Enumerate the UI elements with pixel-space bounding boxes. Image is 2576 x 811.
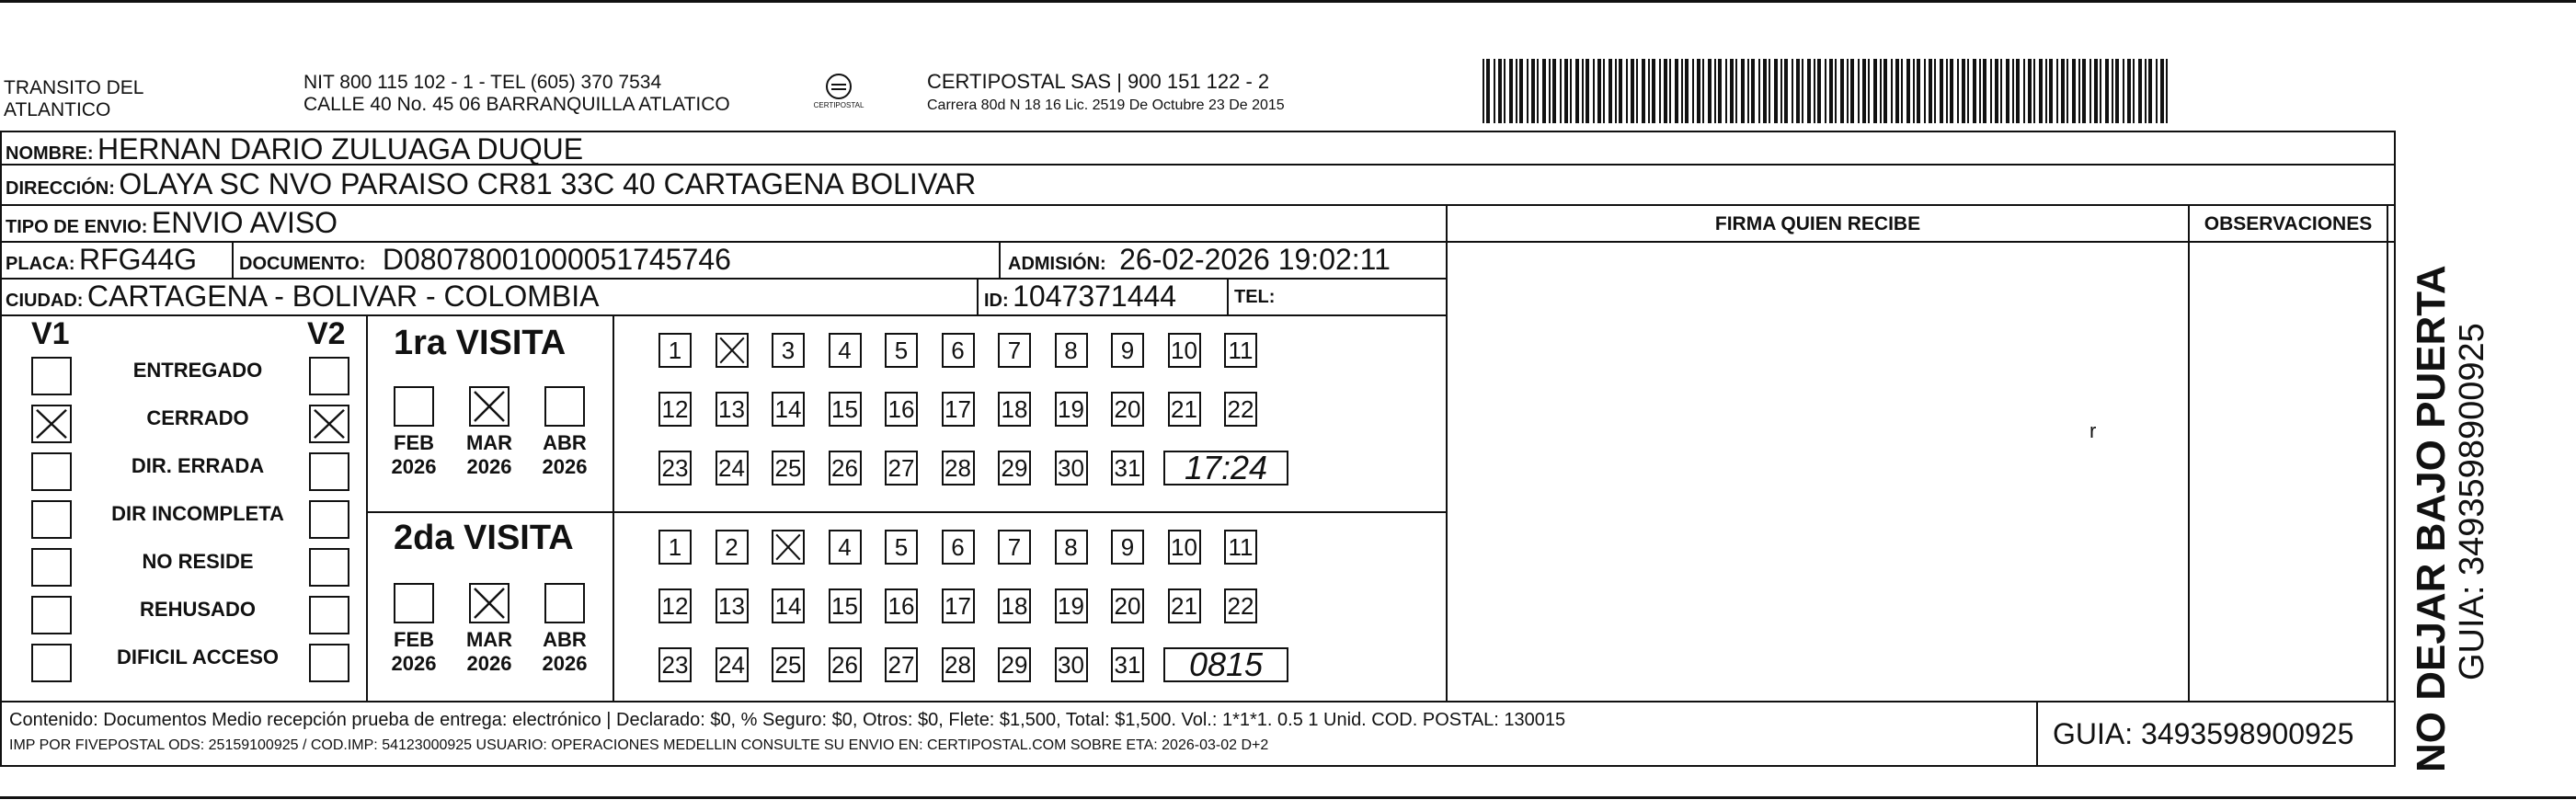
status-label: DIR INCOMPLETA bbox=[111, 502, 284, 525]
barcode-bar bbox=[2006, 59, 2009, 123]
company-line: CERTIPOSTAL SAS | 900 151 122 - 2 bbox=[927, 70, 1270, 93]
barcode-bar bbox=[1593, 59, 1595, 123]
barcode-bar bbox=[1940, 59, 1943, 123]
barcode-bar bbox=[2028, 59, 2032, 123]
barcode-bar bbox=[1609, 59, 1612, 123]
barcode-bar bbox=[1669, 59, 1671, 123]
firma-header: FIRMA QUIEN RECIBE bbox=[1714, 213, 1921, 234]
barcode-bar bbox=[2082, 59, 2086, 123]
col-line bbox=[977, 278, 979, 314]
v2-checkbox[interactable] bbox=[309, 548, 349, 587]
barcode-bar bbox=[1575, 59, 1579, 123]
bottom-line bbox=[0, 765, 2396, 767]
barcode-bar bbox=[1537, 59, 1539, 123]
month-label: ABR bbox=[543, 628, 587, 651]
status-label: DIFICIL ACCESO bbox=[116, 645, 279, 668]
barcode-bar bbox=[1995, 59, 1998, 123]
day-box[interactable]: 21 bbox=[1168, 392, 1201, 427]
day-box[interactable]: 27 bbox=[885, 647, 918, 682]
barcode-bar bbox=[2105, 59, 2109, 123]
day-box[interactable]: 22 bbox=[1224, 392, 1257, 427]
year-label: 2026 bbox=[466, 455, 512, 478]
month-checkbox[interactable] bbox=[394, 386, 434, 427]
col-line bbox=[613, 314, 614, 701]
documento-label: DOCUMENTO: bbox=[239, 254, 366, 274]
certipostal-logo bbox=[809, 70, 868, 116]
col-line bbox=[232, 241, 234, 278]
barcode-bar bbox=[2039, 59, 2043, 123]
logo-text: CERTIPOSTAL bbox=[813, 101, 864, 109]
barcode-bar bbox=[1946, 59, 1948, 123]
placa-value: RFG44G bbox=[79, 243, 198, 276]
day-box[interactable]: 7 bbox=[998, 530, 1031, 565]
day-box[interactable]: 1 bbox=[658, 333, 692, 368]
barcode-bar bbox=[2016, 59, 2020, 123]
day-box[interactable]: 28 bbox=[942, 647, 975, 682]
v2-checkbox[interactable] bbox=[309, 500, 349, 539]
barcode-bar bbox=[1718, 59, 1722, 123]
v1-checkbox[interactable] bbox=[31, 452, 72, 491]
barcode-bar bbox=[1835, 59, 1837, 123]
placa-row bbox=[6, 243, 197, 277]
barcode-bar bbox=[1615, 59, 1617, 123]
footer-line-2: IMP POR FIVEPOSTAL ODS: 25159100925 / COD.IMP: 54123000925 USUARIO: OPERACIONES MEDELLIN CONSULTE SU ENVIO EN: CERTIPOSTAL.COM SOBRE ETA: 2026-03-02 D+2 bbox=[9, 737, 1269, 753]
barcode-bar bbox=[1990, 59, 1992, 123]
day-box[interactable]: 31 bbox=[1111, 647, 1144, 682]
day-box[interactable]: 5 bbox=[885, 530, 918, 565]
barcode-bar bbox=[1796, 59, 1800, 123]
barcode-bar bbox=[1516, 59, 1517, 123]
barcode-bar bbox=[2094, 59, 2098, 123]
barcode-bar bbox=[1597, 59, 1601, 123]
day-box[interactable]: 22 bbox=[1224, 588, 1257, 623]
time-box[interactable]: 0815 bbox=[1163, 647, 1288, 682]
v1-header: V1 bbox=[31, 316, 70, 351]
v2-checkbox[interactable] bbox=[309, 405, 349, 443]
id-label: ID: bbox=[984, 291, 1009, 311]
observaciones-header: OBSERVACIONES bbox=[2204, 213, 2373, 234]
barcode-bar bbox=[1519, 59, 1523, 123]
barcode-bar bbox=[1850, 59, 1854, 123]
barcode-bar bbox=[1862, 59, 1866, 123]
day-box[interactable]: 5 bbox=[885, 333, 918, 368]
nombre-label: NOMBRE: bbox=[6, 143, 94, 164]
barcode-bar bbox=[1807, 59, 1811, 123]
col-line bbox=[999, 241, 1001, 278]
tipo-value: ENVIO AVISO bbox=[151, 206, 338, 239]
barcode-bar bbox=[1527, 59, 1528, 123]
barcode-bar bbox=[1652, 59, 1655, 123]
barcode-bar bbox=[1494, 59, 1495, 123]
month-checkbox[interactable] bbox=[544, 386, 585, 427]
day-box[interactable]: 10 bbox=[1168, 530, 1201, 565]
barcode-bar bbox=[1924, 59, 1926, 123]
day-box[interactable]: 3 bbox=[772, 333, 805, 368]
documento-row bbox=[239, 243, 731, 277]
barcode-bar bbox=[1619, 59, 1622, 123]
day-box[interactable]: 11 bbox=[1224, 333, 1257, 368]
company-addr: Carrera 80d N 18 16 Lic. 2519 De Octubre 23 De 2015 bbox=[927, 97, 1285, 113]
barcode-bar bbox=[2089, 59, 2091, 123]
org-line-2: ATLANTICO bbox=[4, 99, 111, 120]
barcode-bar bbox=[1840, 59, 1844, 123]
month-checkbox[interactable] bbox=[544, 583, 585, 623]
barcode-bar bbox=[2123, 59, 2124, 123]
barcode-bar bbox=[1486, 59, 1490, 123]
barcode-bar bbox=[1509, 59, 1513, 123]
barcode-bar bbox=[2078, 59, 2080, 123]
org-line-1: TRANSITO DEL bbox=[4, 77, 144, 98]
barcode-bar bbox=[1891, 59, 1893, 123]
day-box[interactable]: 24 bbox=[716, 451, 749, 485]
barcode-bar bbox=[1483, 59, 1484, 123]
col-line bbox=[2036, 701, 2038, 765]
day-box[interactable]: 4 bbox=[829, 530, 862, 565]
barcode-bar bbox=[1741, 59, 1745, 123]
barcode-bar bbox=[1906, 59, 1910, 123]
side-text bbox=[2410, 110, 2490, 772]
col-line bbox=[1446, 204, 1448, 701]
direccion-row bbox=[6, 167, 976, 201]
status-label: NO RESIDE bbox=[142, 550, 254, 573]
barcode-bar bbox=[2045, 59, 2047, 123]
v1-checkbox[interactable] bbox=[31, 405, 72, 443]
barcode-bar bbox=[1681, 59, 1683, 123]
barcode-bar bbox=[1552, 59, 1556, 123]
placa-label: PLACA: bbox=[6, 254, 75, 274]
day-box[interactable]: 19 bbox=[1055, 392, 1088, 427]
day-box[interactable]: 27 bbox=[885, 451, 918, 485]
barcode-bar bbox=[1817, 59, 1821, 123]
barcode-bar bbox=[1714, 59, 1716, 123]
barcode-bar bbox=[1564, 59, 1568, 123]
day-box[interactable]: 13 bbox=[716, 588, 749, 623]
status-label: ENTREGADO bbox=[132, 359, 263, 382]
day-box[interactable]: 18 bbox=[998, 588, 1031, 623]
barcode-bar bbox=[1929, 59, 1932, 123]
day-box[interactable]: 9 bbox=[1111, 333, 1144, 368]
barcode-bar bbox=[1730, 59, 1734, 123]
id-value: 1047371444 bbox=[1013, 280, 1177, 313]
barcode bbox=[1483, 59, 2172, 125]
day-box[interactable]: 24 bbox=[716, 647, 749, 682]
direccion-value: OLAYA SC NVO PARAISO CR81 33C 40 CARTAGENA BOLIVAR bbox=[119, 167, 977, 200]
day-box[interactable]: 29 bbox=[998, 451, 1031, 485]
barcode-bar bbox=[1957, 59, 1959, 123]
barcode-bar bbox=[1880, 59, 1882, 123]
barcode-bar bbox=[2033, 59, 2035, 123]
direccion-label: DIRECCIÓN: bbox=[6, 178, 115, 199]
v1-checkbox[interactable] bbox=[31, 644, 72, 682]
tel-label: TEL: bbox=[1234, 287, 1276, 307]
barcode-bar bbox=[1642, 59, 1645, 123]
org-contact bbox=[303, 72, 730, 116]
barcode-bar bbox=[1636, 59, 1638, 123]
day-box[interactable]: 20 bbox=[1111, 588, 1144, 623]
barcode-bar bbox=[1725, 59, 1727, 123]
year-label: 2026 bbox=[391, 652, 437, 675]
barcode-bar bbox=[1847, 59, 1849, 123]
barcode-bar bbox=[1758, 59, 1760, 123]
barcode-bar bbox=[1582, 59, 1584, 123]
day-box[interactable]: 15 bbox=[829, 588, 862, 623]
day-box[interactable]: 17 bbox=[942, 392, 975, 427]
ciudad-row bbox=[6, 280, 599, 314]
month-label: MAR bbox=[465, 628, 513, 651]
day-box[interactable]: 18 bbox=[998, 392, 1031, 427]
barcode-bar bbox=[1829, 59, 1833, 123]
barcode-bar bbox=[2056, 59, 2058, 123]
month-label: MAR bbox=[465, 431, 513, 454]
month-checkbox[interactable] bbox=[394, 583, 434, 623]
day-box[interactable]: 1 bbox=[658, 530, 692, 565]
day-box[interactable]: 11 bbox=[1224, 530, 1257, 565]
barcode-bar bbox=[2061, 59, 2065, 123]
barcode-bar bbox=[1950, 59, 1953, 123]
month-label: FEB bbox=[394, 628, 434, 651]
barcode-bar bbox=[1769, 59, 1770, 123]
admision-row bbox=[1008, 243, 1391, 277]
day-box[interactable]: 10 bbox=[1168, 333, 1201, 368]
day-box[interactable]: 20 bbox=[1111, 392, 1144, 427]
barcode-bar bbox=[1708, 59, 1712, 123]
day-box[interactable]: 28 bbox=[942, 451, 975, 485]
col-line bbox=[2188, 204, 2190, 701]
id-row bbox=[984, 280, 1176, 314]
v1-checkbox[interactable] bbox=[31, 357, 72, 395]
day-box[interactable]: 8 bbox=[1055, 333, 1088, 368]
barcode-bar bbox=[1792, 59, 1793, 123]
barcode-bar bbox=[1692, 59, 1694, 123]
barcode-bar bbox=[1913, 59, 1915, 123]
month-label: FEB bbox=[394, 431, 434, 454]
day-box[interactable]: 12 bbox=[658, 588, 692, 623]
barcode-bar bbox=[1586, 59, 1589, 123]
year-label: 2026 bbox=[542, 652, 588, 675]
v1-checkbox[interactable] bbox=[31, 500, 72, 539]
barcode-bar bbox=[1901, 59, 1903, 123]
barcode-bar bbox=[1648, 59, 1650, 123]
day-box[interactable]: 9 bbox=[1111, 530, 1144, 565]
barcode-bar bbox=[1934, 59, 1936, 123]
col-line bbox=[1227, 278, 1229, 314]
barcode-bar bbox=[2156, 59, 2158, 123]
day-box[interactable] bbox=[716, 333, 749, 368]
barcode-bar bbox=[1702, 59, 1704, 123]
header-underline bbox=[1446, 241, 2388, 243]
day-box[interactable]: 31 bbox=[1111, 451, 1144, 485]
day-box[interactable]: 25 bbox=[772, 647, 805, 682]
month-checkbox[interactable] bbox=[469, 583, 509, 623]
barcode-bar bbox=[1780, 59, 1782, 123]
day-box[interactable]: 17 bbox=[942, 588, 975, 623]
day-box[interactable]: 26 bbox=[829, 451, 862, 485]
nombre-value: HERNAN DARIO ZULUAGA DUQUE bbox=[97, 132, 584, 166]
ciudad-value: CARTAGENA - BOLIVAR - COLOMBIA bbox=[86, 280, 600, 313]
day-box[interactable]: 23 bbox=[658, 647, 692, 682]
day-box[interactable]: 29 bbox=[998, 647, 1031, 682]
barcode-bar bbox=[2012, 59, 2014, 123]
barcode-bar bbox=[2000, 59, 2002, 123]
v1-checkbox[interactable] bbox=[31, 548, 72, 587]
status-label: REHUSADO bbox=[140, 598, 256, 621]
barcode-bar bbox=[1664, 59, 1667, 123]
barcode-bar bbox=[1603, 59, 1605, 123]
v2-header: V2 bbox=[307, 316, 346, 351]
barcode-bar bbox=[2127, 59, 2131, 123]
barcode-bar bbox=[1973, 59, 1976, 123]
barcode-bar bbox=[2166, 59, 2168, 123]
barcode-bar bbox=[1858, 59, 1860, 123]
second-visit-title: 2da VISITA bbox=[394, 519, 574, 557]
barcode-bar bbox=[1697, 59, 1700, 123]
observaciones-mark: r bbox=[2089, 419, 2097, 442]
admision-label: ADMISIÓN: bbox=[1008, 254, 1106, 274]
barcode-bar bbox=[1868, 59, 1870, 123]
barcode-bar bbox=[2112, 59, 2113, 123]
barcode-bar bbox=[1774, 59, 1778, 123]
day-box[interactable]: 13 bbox=[716, 392, 749, 427]
top-border-line bbox=[0, 0, 2576, 3]
month-label: ABR bbox=[543, 431, 587, 454]
day-box[interactable]: 14 bbox=[772, 588, 805, 623]
year-label: 2026 bbox=[542, 455, 588, 478]
day-box[interactable] bbox=[772, 530, 805, 565]
barcode-bar bbox=[2133, 59, 2135, 123]
admision-value: 26-02-2026 19:02:11 bbox=[1119, 243, 1391, 276]
day-box[interactable]: 16 bbox=[885, 588, 918, 623]
barcode-bar bbox=[2072, 59, 2076, 123]
day-box[interactable]: 30 bbox=[1055, 451, 1088, 485]
month-checkbox[interactable] bbox=[469, 386, 509, 427]
address-line: CALLE 40 No. 45 06 BARRANQUILLA ATLATICO bbox=[303, 94, 730, 115]
barcode-bar bbox=[1631, 59, 1634, 123]
barcode-bar bbox=[1967, 59, 1969, 123]
day-box[interactable]: 7 bbox=[998, 333, 1031, 368]
day-box[interactable]: 30 bbox=[1055, 647, 1088, 682]
barcode-bar bbox=[1962, 59, 1965, 123]
barcode-bar bbox=[1979, 59, 1981, 123]
barcode-bar bbox=[1917, 59, 1920, 123]
day-box[interactable]: 14 bbox=[772, 392, 805, 427]
barcode-bar bbox=[1983, 59, 1986, 123]
day-box[interactable]: 6 bbox=[942, 530, 975, 565]
barcode-bar bbox=[1675, 59, 1678, 123]
barcode-bar bbox=[1873, 59, 1877, 123]
barcode-bar bbox=[1784, 59, 1788, 123]
tipo-row bbox=[6, 206, 338, 240]
barcode-bar bbox=[1814, 59, 1815, 123]
barcode-bar bbox=[1531, 59, 1535, 123]
day-box[interactable]: 21 bbox=[1168, 588, 1201, 623]
barcode-bar bbox=[2138, 59, 2142, 123]
barcode-bar bbox=[2023, 59, 2025, 123]
col-line bbox=[0, 131, 2, 765]
day-box[interactable]: 6 bbox=[942, 333, 975, 368]
day-box[interactable]: 2 bbox=[716, 530, 749, 565]
day-box[interactable]: 23 bbox=[658, 451, 692, 485]
visit-divider bbox=[366, 511, 1446, 513]
documento-value: D08078001000051745746 bbox=[382, 243, 731, 276]
barcode-bar bbox=[1549, 59, 1551, 123]
company-info bbox=[927, 70, 1285, 114]
barcode-bar bbox=[1560, 59, 1562, 123]
day-box[interactable]: 19 bbox=[1055, 588, 1088, 623]
day-box[interactable]: 8 bbox=[1055, 530, 1088, 565]
barcode-bar bbox=[2160, 59, 2164, 123]
footer-guia: GUIA: 3493598900925 bbox=[2053, 717, 2354, 750]
barcode-bar bbox=[1685, 59, 1689, 123]
col-line bbox=[366, 314, 368, 701]
nit-line: NIT 800 115 102 - 1 - TEL (605) 370 7534 bbox=[303, 72, 662, 93]
row-line bbox=[0, 204, 2396, 206]
barcode-bar bbox=[1825, 59, 1826, 123]
time-box[interactable]: 17:24 bbox=[1163, 451, 1288, 485]
barcode-bar bbox=[2100, 59, 2101, 123]
barcode-bar bbox=[2115, 59, 2119, 123]
no-dejar-text: NO DEJAR BAJO PUERTA bbox=[2409, 265, 2454, 772]
v2-checkbox[interactable] bbox=[309, 452, 349, 491]
org-name bbox=[4, 77, 143, 121]
year-label: 2026 bbox=[466, 652, 512, 675]
day-box[interactable]: 16 bbox=[885, 392, 918, 427]
status-label: CERRADO bbox=[146, 406, 249, 429]
day-box[interactable]: 12 bbox=[658, 392, 692, 427]
col-line bbox=[2387, 204, 2388, 701]
bottom-page-line bbox=[0, 796, 2576, 799]
v2-checkbox[interactable] bbox=[309, 596, 349, 634]
ciudad-label: CIUDAD: bbox=[6, 291, 84, 311]
barcode-bar bbox=[2145, 59, 2147, 123]
year-label: 2026 bbox=[391, 455, 437, 478]
v1-checkbox[interactable] bbox=[31, 596, 72, 634]
col-line bbox=[2394, 131, 2396, 765]
tipo-label: TIPO DE ENVIO: bbox=[6, 217, 148, 237]
row-line bbox=[0, 314, 1446, 316]
barcode-bar bbox=[1747, 59, 1749, 123]
first-visit-title: 1ra VISITA bbox=[394, 324, 567, 362]
day-box[interactable]: 25 bbox=[772, 451, 805, 485]
day-box[interactable]: 4 bbox=[829, 333, 862, 368]
barcode-bar bbox=[1883, 59, 1887, 123]
v2-checkbox[interactable] bbox=[309, 357, 349, 395]
day-box[interactable]: 15 bbox=[829, 392, 862, 427]
barcode-bar bbox=[1735, 59, 1737, 123]
barcode-bar bbox=[1751, 59, 1755, 123]
footer-line-1: Contenido: Documentos Medio recepción prueba de entrega: electrónico | Declarado: $0, % Seguro: $0, Otros: $0, Flete: $1,500, Total: $1,500. Vol.: 1*1*1. 0.5 1 Unid. COD. POSTAL: 130015 bbox=[9, 710, 1566, 730]
status-label: DIR. ERRADA bbox=[131, 454, 265, 477]
nombre-row bbox=[6, 132, 583, 166]
barcode-bar bbox=[1802, 59, 1803, 123]
barcode-bar bbox=[2049, 59, 2053, 123]
barcode-bar bbox=[1542, 59, 1546, 123]
barcode-bar bbox=[1504, 59, 1506, 123]
v2-checkbox[interactable] bbox=[309, 644, 349, 682]
barcode-bar bbox=[2148, 59, 2152, 123]
barcode-bar bbox=[2067, 59, 2068, 123]
side-guia-text: GUIA: 3493598900925 bbox=[2453, 323, 2491, 680]
barcode-bar bbox=[1498, 59, 1502, 123]
day-box[interactable]: 26 bbox=[829, 647, 862, 682]
barcode-bar bbox=[1895, 59, 1899, 123]
barcode-bar bbox=[1570, 59, 1572, 123]
barcode-bar bbox=[1763, 59, 1767, 123]
barcode-bar bbox=[1626, 59, 1628, 123]
barcode-bar bbox=[1659, 59, 1661, 123]
